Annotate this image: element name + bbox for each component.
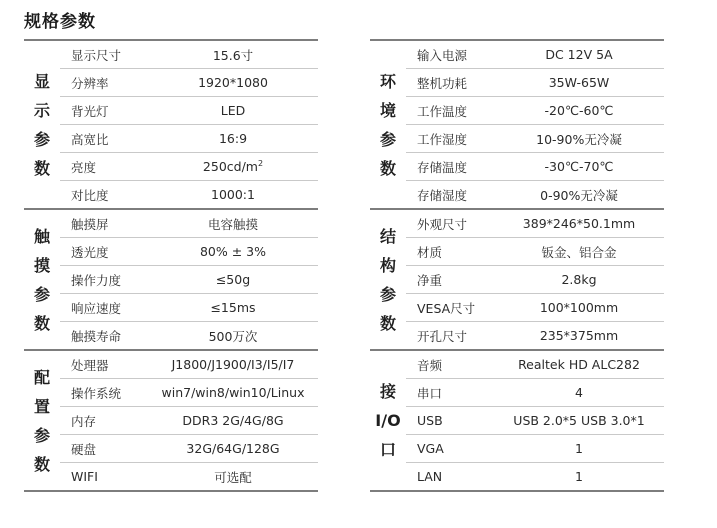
category-char: 示 bbox=[33, 100, 50, 120]
spec-value bbox=[148, 131, 318, 146]
spec-value bbox=[494, 413, 664, 428]
spec-value-text: Realtek HD ALC282 bbox=[518, 357, 640, 372]
spec-value bbox=[494, 186, 664, 204]
spec-row bbox=[406, 152, 664, 180]
category-char: 口 bbox=[379, 440, 396, 459]
category-char: 参 bbox=[379, 129, 396, 149]
spec-row bbox=[60, 462, 318, 490]
spec-key: 存储温度 bbox=[417, 159, 468, 175]
category-char: 数 bbox=[379, 313, 396, 333]
spec-row bbox=[406, 265, 664, 293]
section-category bbox=[24, 41, 60, 208]
spec-key: 响应速度 bbox=[71, 300, 122, 316]
spec-value-text: J1800/J1900/I3/I5/I7 bbox=[171, 357, 295, 372]
spec-value-text: 32G/64G/128G bbox=[186, 441, 280, 456]
left-spec-table bbox=[24, 39, 318, 492]
spec-value-text: -30℃-70℃ bbox=[544, 159, 614, 174]
category-char: 数 bbox=[33, 158, 50, 178]
category-char: 数 bbox=[33, 313, 50, 333]
category-char: 参 bbox=[33, 129, 50, 149]
category-char: 参 bbox=[379, 284, 396, 304]
category-char: 数 bbox=[379, 158, 396, 178]
spec-value bbox=[148, 244, 318, 259]
spec-value-text: 16:9 bbox=[218, 131, 248, 146]
spec-value bbox=[494, 441, 664, 456]
section-rows bbox=[406, 210, 664, 349]
category-char: 触 bbox=[33, 226, 50, 246]
spec-value bbox=[148, 413, 318, 428]
spec-key: 触摸屏 bbox=[71, 216, 109, 232]
spec-key: 显示尺寸 bbox=[71, 47, 122, 63]
spec-value-text: 500万次 bbox=[208, 328, 258, 344]
spec-value-text: 2.8kg bbox=[561, 272, 597, 287]
spec-value-text: 1920*1080 bbox=[198, 75, 268, 90]
spec-key: 处理器 bbox=[71, 357, 109, 373]
section-category bbox=[370, 351, 406, 490]
spec-row bbox=[406, 293, 664, 321]
spec-value-text: -20℃-60℃ bbox=[544, 103, 614, 118]
spec-row bbox=[60, 96, 318, 124]
spec-row bbox=[60, 68, 318, 96]
spec-value bbox=[494, 469, 664, 484]
spec-key: 透光度 bbox=[71, 244, 109, 260]
spec-row bbox=[406, 434, 664, 462]
spec-key: 触摸寿命 bbox=[71, 328, 122, 344]
category-char: I/O bbox=[375, 411, 401, 430]
spec-row bbox=[406, 210, 664, 237]
spec-row bbox=[406, 462, 664, 490]
section-rows bbox=[406, 351, 664, 490]
spec-value-text: USB 2.0*5 USB 3.0*1 bbox=[513, 413, 645, 428]
spec-key: 工作温度 bbox=[417, 103, 468, 119]
spec-value-text: 1 bbox=[575, 441, 583, 456]
spec-value-text: 4 bbox=[575, 385, 583, 400]
spec-value-text: 250cd/m bbox=[202, 159, 258, 175]
spec-value-text: LED bbox=[220, 103, 246, 118]
spec-value-text: 0-90%无冷凝 bbox=[540, 187, 618, 203]
spec-value-text: 235*375mm bbox=[539, 328, 619, 343]
page-title: 规格参数 bbox=[24, 12, 96, 32]
spec-key: 音频 bbox=[417, 357, 443, 373]
spec-value bbox=[148, 46, 318, 64]
spec-value bbox=[148, 187, 318, 202]
spec-key: 亮度 bbox=[71, 159, 97, 175]
spec-key: 串口 bbox=[417, 385, 443, 401]
spec-row bbox=[60, 406, 318, 434]
spec-key: 输入电源 bbox=[417, 47, 468, 63]
section-category bbox=[24, 210, 60, 349]
spec-section bbox=[24, 208, 318, 349]
section-rows bbox=[406, 41, 664, 208]
spec-row bbox=[406, 406, 664, 434]
spec-value-text: 可选配 bbox=[214, 469, 252, 485]
category-char: 摸 bbox=[33, 255, 50, 275]
spec-value-text: ≤50g bbox=[215, 272, 251, 287]
spec-key: 背光灯 bbox=[71, 103, 109, 119]
spec-row bbox=[60, 124, 318, 152]
spec-value-text: 35W-65W bbox=[548, 75, 610, 90]
spec-key: 内存 bbox=[71, 413, 97, 429]
spec-value bbox=[494, 300, 664, 315]
spec-row bbox=[60, 41, 318, 68]
spec-value bbox=[148, 441, 318, 456]
spec-row bbox=[406, 180, 664, 208]
spec-value bbox=[494, 357, 664, 372]
category-char: 接 bbox=[379, 382, 396, 401]
section-category bbox=[370, 210, 406, 349]
spec-value bbox=[494, 159, 664, 174]
spec-key: 对比度 bbox=[71, 187, 109, 203]
spec-value bbox=[494, 216, 664, 231]
spec-value bbox=[148, 159, 318, 174]
spec-value-text: DDR3 2G/4G/8G bbox=[182, 413, 284, 428]
spec-row bbox=[406, 378, 664, 406]
category-char: 数 bbox=[33, 454, 50, 474]
spec-value-text: 10-90%无冷凝 bbox=[536, 131, 622, 147]
spec-key: 分辨率 bbox=[71, 75, 109, 91]
category-char: 环 bbox=[379, 71, 396, 91]
spec-value bbox=[148, 215, 318, 233]
spec-value-text: 389*246*50.1mm bbox=[522, 216, 636, 231]
spec-value-text: 1 bbox=[575, 469, 583, 484]
spec-row bbox=[60, 378, 318, 406]
section-category bbox=[24, 351, 60, 490]
spec-value-text: win7/win8/win10/Linux bbox=[161, 385, 305, 400]
spec-row bbox=[60, 180, 318, 208]
spec-row bbox=[406, 124, 664, 152]
spec-value bbox=[148, 75, 318, 90]
spec-value bbox=[494, 272, 664, 287]
spec-key: 材质 bbox=[417, 244, 443, 260]
spec-key: 开孔尺寸 bbox=[417, 328, 468, 344]
category-char: 构 bbox=[379, 255, 396, 275]
spec-value bbox=[494, 47, 664, 62]
spec-value bbox=[494, 328, 664, 343]
spec-row bbox=[60, 293, 318, 321]
spec-key: 操作系统 bbox=[71, 385, 122, 401]
section-category bbox=[370, 41, 406, 208]
spec-section bbox=[370, 349, 664, 492]
spec-value bbox=[494, 103, 664, 118]
section-rows bbox=[60, 41, 318, 208]
spec-key: 整机功耗 bbox=[417, 75, 468, 91]
spec-value bbox=[494, 243, 664, 261]
spec-key: 工作湿度 bbox=[417, 131, 468, 147]
spec-value-text: DC 12V 5A bbox=[545, 47, 613, 62]
spec-value bbox=[148, 468, 318, 486]
spec-key: LAN bbox=[417, 469, 443, 484]
category-char: 参 bbox=[33, 425, 50, 445]
spec-value bbox=[494, 385, 664, 400]
spec-value-text: 80% ± 3% bbox=[199, 244, 267, 259]
spec-key: 硬盘 bbox=[71, 441, 97, 457]
category-char: 显 bbox=[33, 71, 50, 91]
spec-row bbox=[406, 68, 664, 96]
spec-section bbox=[24, 39, 318, 208]
spec-value bbox=[494, 130, 664, 148]
spec-value-text: 100*100mm bbox=[539, 300, 619, 315]
spec-value-superscript: 2 bbox=[257, 158, 264, 168]
spec-value-text: 15.6寸 bbox=[212, 47, 254, 63]
right-spec-table bbox=[370, 39, 664, 492]
spec-row bbox=[406, 321, 664, 349]
spec-section bbox=[370, 208, 664, 349]
spec-key: 净重 bbox=[417, 272, 443, 288]
section-rows bbox=[60, 210, 318, 349]
spec-key: WIFI bbox=[71, 469, 98, 484]
spec-row bbox=[406, 351, 664, 378]
spec-key: 存储湿度 bbox=[417, 187, 468, 203]
category-char: 境 bbox=[379, 100, 396, 120]
category-char: 配 bbox=[33, 367, 50, 387]
spec-row bbox=[406, 237, 664, 265]
category-char: 结 bbox=[379, 226, 396, 246]
spec-row bbox=[406, 41, 664, 68]
spec-value bbox=[494, 75, 664, 90]
spec-key: 高宽比 bbox=[71, 131, 109, 147]
spec-section bbox=[24, 349, 318, 492]
spec-key: VGA bbox=[417, 441, 444, 456]
spec-section bbox=[370, 39, 664, 208]
spec-value-text: 电容触摸 bbox=[207, 216, 258, 232]
spec-key: 操作力度 bbox=[71, 272, 122, 288]
spec-row bbox=[60, 265, 318, 293]
spec-row bbox=[60, 210, 318, 237]
spec-key: USB bbox=[417, 413, 443, 428]
spec-value bbox=[148, 385, 318, 400]
spec-value bbox=[148, 103, 318, 118]
spec-key: 外观尺寸 bbox=[417, 216, 468, 232]
spec-row bbox=[60, 237, 318, 265]
category-char: 参 bbox=[33, 284, 50, 304]
spec-value bbox=[148, 327, 318, 345]
spec-value-text: 钣金、铝合金 bbox=[541, 244, 617, 260]
spec-value-text: 1000:1 bbox=[211, 187, 255, 202]
category-char: 置 bbox=[33, 396, 50, 416]
spec-value bbox=[148, 357, 318, 372]
spec-row bbox=[60, 434, 318, 462]
spec-row bbox=[60, 152, 318, 180]
spec-row bbox=[60, 351, 318, 378]
spec-value-text: ≤15ms bbox=[210, 300, 256, 315]
spec-value bbox=[148, 272, 318, 287]
spec-value bbox=[148, 300, 318, 315]
section-rows bbox=[60, 351, 318, 490]
spec-key: VESA尺寸 bbox=[417, 300, 476, 316]
spec-row bbox=[60, 321, 318, 349]
spec-row bbox=[406, 96, 664, 124]
